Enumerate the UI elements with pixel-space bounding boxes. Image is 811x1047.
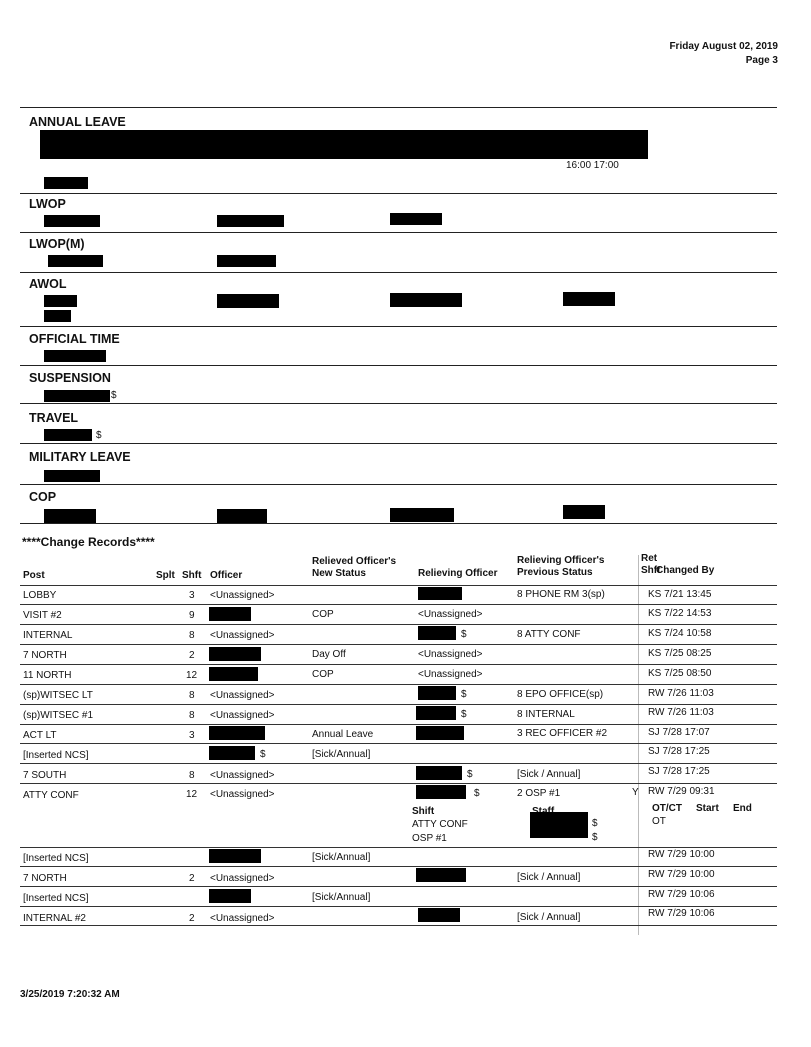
row-divider <box>20 763 777 764</box>
row-shft: 2 <box>189 650 195 661</box>
redacted-name <box>209 889 251 903</box>
row-officer: <Unassigned> <box>210 590 275 601</box>
detail-staff-mark-1: $ <box>592 818 598 829</box>
row-prev: 8 EPO OFFICE(sp) <box>517 689 604 700</box>
col-header-changed-by: Changed By <box>656 565 715 576</box>
redacted-name <box>44 470 100 482</box>
row-ret: Y <box>632 787 639 798</box>
annual-leave-times: 16:00 17:00 <box>566 160 619 171</box>
redacted-name <box>44 310 71 322</box>
col-header-relieved-2: New Status <box>312 568 366 579</box>
redacted-name <box>416 785 466 799</box>
redacted-name <box>416 706 456 720</box>
row-divider <box>20 847 777 848</box>
row-post: [Inserted NCS] <box>23 893 89 904</box>
divider <box>20 232 777 233</box>
row-shft: 8 <box>189 710 195 721</box>
row-changed-by: RW 7/29 10:00 <box>648 849 715 860</box>
change-records-title: ****Change Records**** <box>22 535 155 549</box>
col-header-prev-1: Relieving Officer's <box>517 555 605 566</box>
redaction-bar <box>40 130 648 159</box>
redacted-name <box>390 293 462 307</box>
row-relieving: $ <box>474 788 480 799</box>
row-divider <box>20 664 777 665</box>
print-timestamp: 3/25/2019 7:20:32 AM <box>20 989 120 1000</box>
row-changed-by: KS 7/24 10:58 <box>648 628 712 639</box>
detail-staff-mark-2: $ <box>592 832 598 843</box>
travel-marker: $ <box>96 430 102 441</box>
divider <box>20 193 777 194</box>
row-relieving: <Unassigned> <box>418 609 483 620</box>
row-officer: <Unassigned> <box>210 710 275 721</box>
row-post: VISIT #2 <box>23 610 62 621</box>
section-title-cop: COP <box>29 490 57 504</box>
redacted-name <box>563 505 605 519</box>
row-changed-by: KS 7/22 14:53 <box>648 608 712 619</box>
row-relieving: $ <box>461 709 467 720</box>
row-officer: <Unassigned> <box>210 690 275 701</box>
redacted-name <box>217 294 279 308</box>
divider <box>20 326 777 327</box>
row-changed-by: RW 7/26 11:03 <box>648 707 714 718</box>
row-prev: [Sick / Annual] <box>517 872 581 883</box>
row-changed-by: RW 7/29 09:31 <box>648 786 715 797</box>
section-title-lwop-m: LWOP(M) <box>29 237 85 251</box>
redacted-name <box>209 726 265 740</box>
redacted-name <box>209 746 255 760</box>
row-relieving: $ <box>461 629 467 640</box>
row-divider <box>20 585 777 586</box>
row-officer: <Unassigned> <box>210 789 275 800</box>
row-shft: 2 <box>189 913 195 924</box>
section-title-annual-leave: ANNUAL LEAVE <box>29 115 126 129</box>
row-prev: [Sick / Annual] <box>517 912 581 923</box>
redacted-name <box>48 255 103 267</box>
row-prev: 2 OSP #1 <box>517 788 561 799</box>
section-title-awol: AWOL <box>29 277 67 291</box>
redacted-name <box>44 295 77 307</box>
col-header-ret-1: Ret <box>641 553 658 564</box>
redacted-name <box>416 766 462 780</box>
redacted-name <box>530 812 588 838</box>
divider <box>20 403 777 404</box>
column-separator <box>638 555 639 935</box>
row-divider <box>20 684 777 685</box>
row-divider <box>20 906 777 907</box>
page-number: Page 3 <box>745 55 778 66</box>
col-header-post: Post <box>23 570 45 581</box>
row-officer: <Unassigned> <box>210 630 275 641</box>
col-header-prev-2: Previous Status <box>517 567 593 578</box>
row-divider <box>20 783 777 784</box>
redacted-name <box>44 390 110 402</box>
row-post: 11 NORTH <box>23 670 72 681</box>
detail-end: End <box>733 803 752 814</box>
row-divider <box>20 925 777 926</box>
col-header-relieved-1: Relieved Officer's <box>312 556 397 567</box>
redacted-name <box>416 726 464 740</box>
row-relieved: Annual Leave <box>312 729 374 740</box>
detail-otct: OT/CT <box>652 803 682 814</box>
row-shft: 9 <box>189 610 195 621</box>
row-officer: <Unassigned> <box>210 770 275 781</box>
redacted-name <box>217 255 276 267</box>
row-changed-by: RW 7/26 11:03 <box>648 688 714 699</box>
row-post: 7 NORTH <box>23 873 67 884</box>
row-divider <box>20 704 777 705</box>
row-relieving: $ <box>467 769 473 780</box>
col-header-relieving: Relieving Officer <box>418 568 498 579</box>
row-post: INTERNAL #2 <box>23 913 86 924</box>
row-post: 7 NORTH <box>23 650 67 661</box>
row-divider <box>20 743 777 744</box>
divider <box>20 484 777 485</box>
redacted-name <box>44 215 100 227</box>
row-post: (sp)WITSEC LT <box>23 690 93 701</box>
col-header-splt: Splt <box>156 570 175 581</box>
row-relieved: Day Off <box>312 649 346 660</box>
row-officer: <Unassigned> <box>210 913 275 924</box>
redacted-name <box>418 587 462 600</box>
row-divider <box>20 624 777 625</box>
row-shft: 8 <box>189 770 195 781</box>
row-changed-by: RW 7/29 10:00 <box>648 869 715 880</box>
row-divider <box>20 604 777 605</box>
row-changed-by: KS 7/25 08:50 <box>648 668 712 679</box>
row-post: (sp)WITSEC #1 <box>23 710 94 721</box>
row-relieved: COP <box>312 669 334 680</box>
row-relieved: [Sick/Annual] <box>312 749 371 760</box>
section-title-lwop: LWOP <box>29 197 66 211</box>
row-relieving: $ <box>461 689 467 700</box>
row-relieving: <Unassigned> <box>418 669 483 680</box>
row-prev: 8 PHONE RM 3(sp) <box>517 589 605 600</box>
redacted-name <box>563 292 615 306</box>
report-date: Friday August 02, 2019 <box>669 41 778 52</box>
redacted-name <box>209 647 261 661</box>
redacted-name <box>217 215 284 227</box>
suspension-marker: $ <box>111 390 117 401</box>
row-changed-by: SJ 7/28 17:25 <box>648 766 710 777</box>
detail-shift-label: Shift <box>412 806 435 817</box>
row-changed-by: RW 7/29 10:06 <box>648 908 715 919</box>
col-header-ret-2: Shft <box>641 565 661 576</box>
detail-shift-2: OSP #1 <box>412 833 447 844</box>
row-post: ACT LT <box>23 730 57 741</box>
row-divider <box>20 644 777 645</box>
row-post: [Inserted NCS] <box>23 853 89 864</box>
row-officer: $ <box>260 749 266 760</box>
section-title-travel: TRAVEL <box>29 411 79 425</box>
section-title-official-time: OFFICIAL TIME <box>29 332 120 346</box>
detail-shift-1: ATTY CONF <box>412 819 468 830</box>
redacted-name <box>209 607 251 621</box>
redacted-name <box>418 908 460 922</box>
redacted-name <box>209 849 261 863</box>
row-divider <box>20 886 777 887</box>
redacted-name <box>44 429 92 441</box>
redacted-name <box>44 177 88 189</box>
row-changed-by: KS 7/25 08:25 <box>648 648 712 659</box>
row-changed-by: RW 7/29 10:06 <box>648 889 715 900</box>
section-title-suspension: SUSPENSION <box>29 371 111 385</box>
row-changed-by: KS 7/21 13:45 <box>648 589 712 600</box>
row-prev: 8 INTERNAL <box>517 709 575 720</box>
redacted-name <box>418 686 456 700</box>
row-post: ATTY CONF <box>23 790 79 801</box>
row-post: INTERNAL <box>23 630 73 641</box>
row-changed-by: SJ 7/28 17:25 <box>648 746 710 757</box>
row-shft: 8 <box>189 690 195 701</box>
row-relieved: [Sick/Annual] <box>312 892 371 903</box>
report-header <box>669 40 778 68</box>
row-prev: 8 ATTY CONF <box>517 629 581 640</box>
row-prev: [Sick / Annual] <box>517 769 581 780</box>
row-shft: 12 <box>186 789 198 800</box>
detail-start: Start <box>696 803 719 814</box>
row-prev: 3 REC OFFICER #2 <box>517 728 608 739</box>
divider <box>20 443 777 444</box>
redacted-name <box>44 350 106 362</box>
row-changed-by: SJ 7/28 17:07 <box>648 727 710 738</box>
redacted-name <box>209 667 258 681</box>
section-title-military-leave: MILITARY LEAVE <box>29 450 131 464</box>
col-header-officer: Officer <box>210 570 243 581</box>
row-post: 7 SOUTH <box>23 770 67 781</box>
divider <box>20 365 777 366</box>
row-shft: 8 <box>189 630 195 641</box>
row-shft: 3 <box>189 730 195 741</box>
redacted-name <box>418 626 456 640</box>
redacted-name <box>217 509 267 523</box>
row-shft: 3 <box>189 590 195 601</box>
row-post: LOBBY <box>23 590 57 601</box>
divider <box>20 107 777 108</box>
redacted-name <box>44 509 96 523</box>
redacted-name <box>390 213 442 225</box>
detail-ot: OT <box>652 816 666 827</box>
row-relieved: COP <box>312 609 334 620</box>
row-divider <box>20 866 777 867</box>
row-officer: <Unassigned> <box>210 873 275 884</box>
row-shft: 12 <box>186 670 198 681</box>
row-shft: 2 <box>189 873 195 884</box>
redacted-name <box>416 868 466 882</box>
redacted-name <box>390 508 454 522</box>
row-relieving: <Unassigned> <box>418 649 483 660</box>
divider <box>20 523 777 524</box>
divider <box>20 272 777 273</box>
col-header-shft: Shft <box>182 570 202 581</box>
row-post: [Inserted NCS] <box>23 750 89 761</box>
row-divider <box>20 724 777 725</box>
row-relieved: [Sick/Annual] <box>312 852 371 863</box>
